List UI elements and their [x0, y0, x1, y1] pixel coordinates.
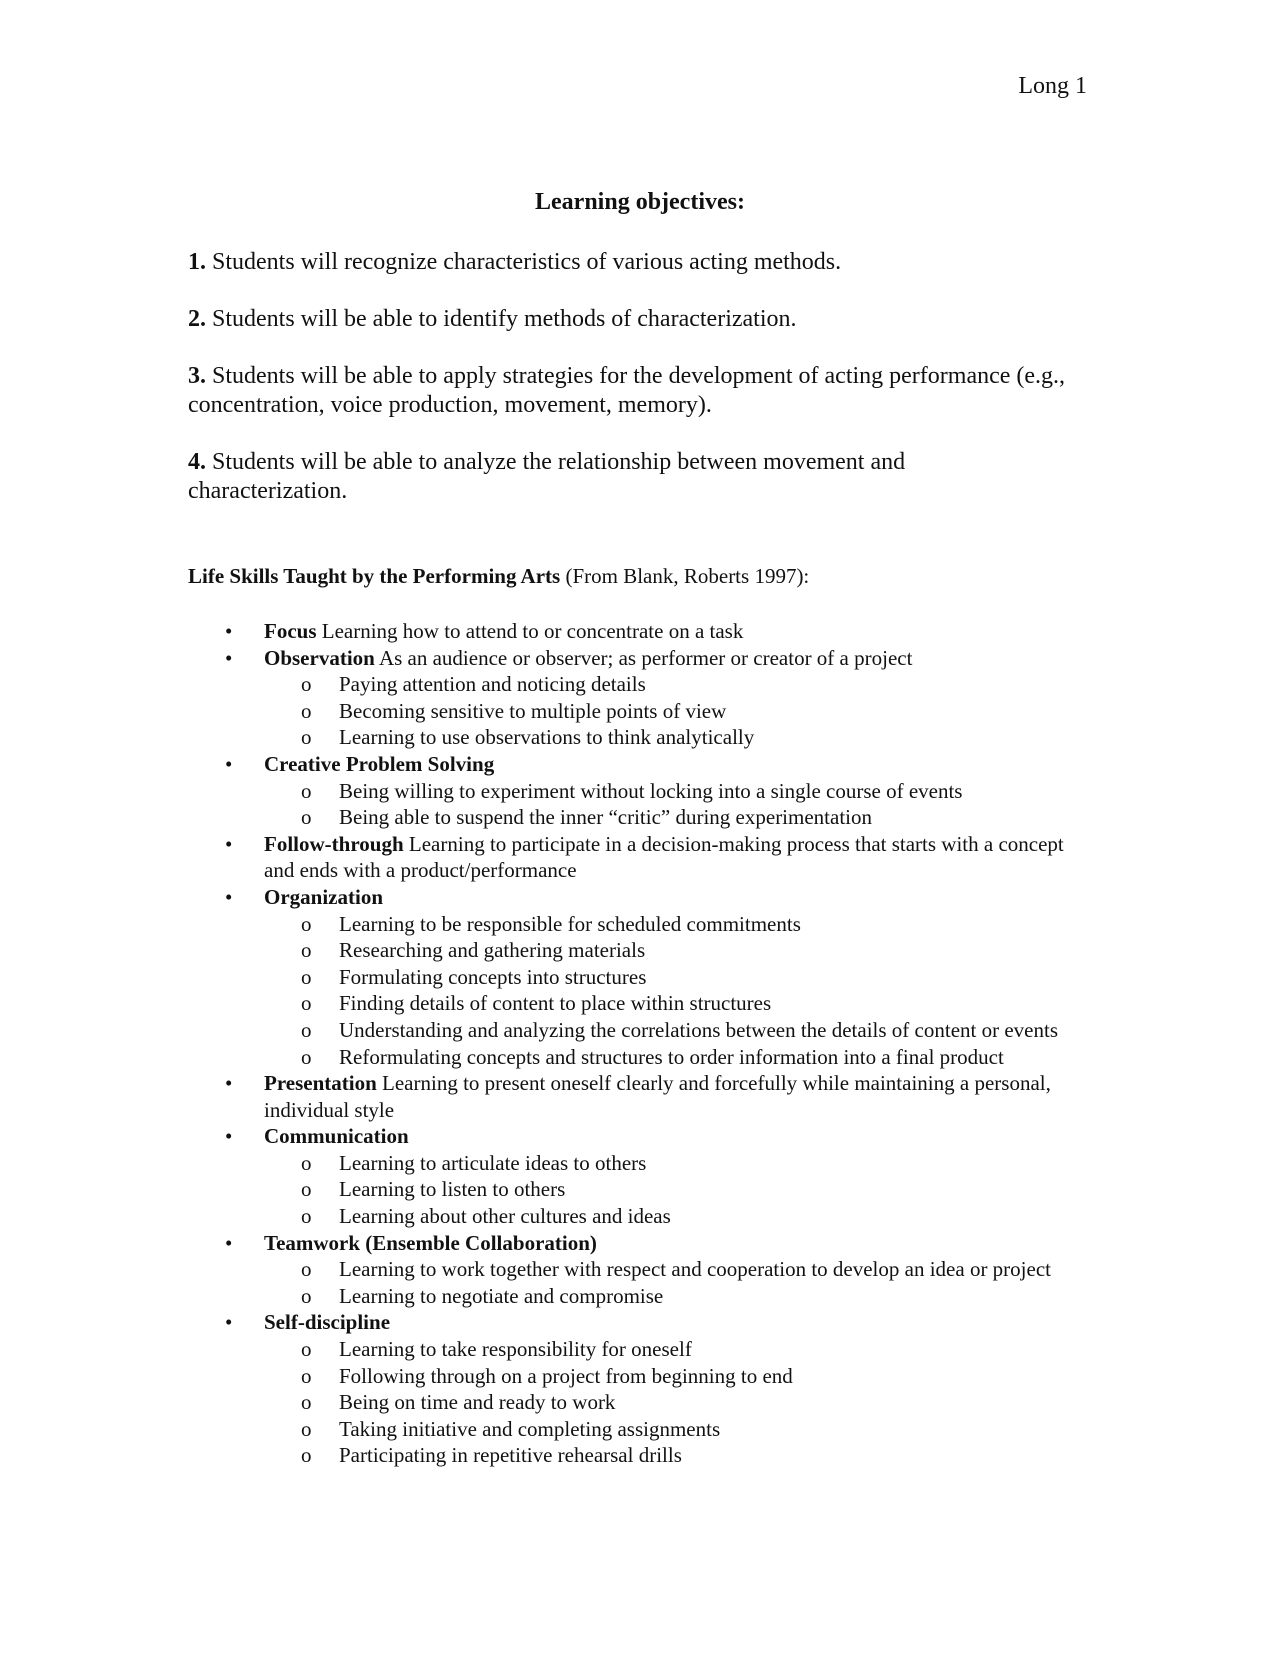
sub-item-text: Finding details of content to place within structures — [339, 991, 772, 1016]
sub-bullet-marker: o — [301, 1257, 312, 1282]
bullet-marker: • — [225, 1230, 233, 1255]
skill-item — [188, 831, 1088, 884]
sub-item — [264, 964, 1088, 991]
sub-bullet-marker: o — [301, 1337, 312, 1362]
skill-item — [188, 1070, 1088, 1123]
sub-item-text: Learning to work together with respect and cooperation to develop an idea or project — [339, 1257, 1051, 1282]
sub-bullet-marker: o — [301, 1283, 312, 1308]
sub-bullet-marker: o — [301, 938, 312, 963]
skill-title: Focus — [264, 619, 317, 643]
objective-text: Students will be able to identify methods of characterization. — [212, 306, 797, 332]
skill-item — [188, 751, 1088, 831]
skill-title: Self-discipline — [264, 1310, 391, 1335]
skill-title: Organization — [264, 884, 383, 909]
page-header: Long 1 — [1018, 73, 1087, 99]
sub-item — [264, 1363, 1088, 1390]
sub-item-text: Learning to use observations to think analytically — [339, 725, 755, 750]
sub-item-text: Formulating concepts into structures — [339, 964, 647, 989]
sub-item-text: Being on time and ready to work — [339, 1390, 616, 1415]
skill-title: Teamwork (Ensemble Collaboration) — [264, 1230, 597, 1255]
sub-item-text: Learning to be responsible for scheduled commitments — [339, 911, 801, 936]
sub-bullet-marker: o — [301, 805, 312, 830]
bullet-marker: • — [225, 751, 233, 776]
sub-item-text: Learning to take responsibility for oneself — [339, 1337, 692, 1362]
sub-item — [264, 1256, 1088, 1283]
skill-item — [188, 1123, 1088, 1229]
sub-item-text: Learning to listen to others — [339, 1177, 566, 1202]
sub-item-text: Following through on a project from beginning to end — [339, 1363, 793, 1388]
sub-item-text: Learning about other cultures and ideas — [339, 1204, 671, 1229]
sub-list — [264, 911, 1088, 1071]
skill-description: As an audience or observer; as performer or creator of a project — [378, 645, 913, 670]
skill-title: Creative Problem Solving — [264, 751, 495, 776]
sub-item-text: Participating in repetitive rehearsal drills — [339, 1443, 682, 1468]
sub-bullet-marker: o — [301, 1416, 312, 1441]
bullet-marker: • — [225, 645, 233, 670]
sub-bullet-marker: o — [301, 672, 312, 697]
sub-item — [264, 1416, 1088, 1443]
bullet-marker: • — [225, 884, 233, 909]
sub-bullet-marker: o — [301, 1044, 312, 1069]
sub-item — [264, 1150, 1088, 1177]
objective-item — [188, 448, 1068, 506]
bullet-marker: • — [225, 619, 233, 643]
sub-item-text: Learning to articulate ideas to others — [339, 1150, 647, 1175]
skill-title: Communication — [264, 1124, 409, 1149]
sub-item — [264, 804, 1088, 831]
sub-item-text: Understanding and analyzing the correlations between the details of content or events — [339, 1017, 1059, 1042]
skill-title: Follow-through — [264, 831, 404, 856]
sub-bullet-marker: o — [301, 1363, 312, 1388]
sub-bullet-marker: o — [301, 725, 312, 750]
sub-item — [264, 990, 1088, 1017]
bullet-marker: • — [225, 1071, 233, 1096]
sub-item — [264, 937, 1088, 964]
sub-item-text: Being willing to experiment without locking into a single course of events — [339, 778, 963, 803]
sub-bullet-marker: o — [301, 1150, 312, 1175]
objectives-heading: Learning objectives: — [535, 189, 745, 215]
skill-description: Learning to participate in a decision-making process that starts with a concept and ends with a product/performance — [264, 831, 1064, 883]
skill-item — [188, 1309, 1088, 1469]
objective-item — [188, 248, 1068, 277]
skills-list — [188, 618, 1088, 1469]
sub-bullet-marker: o — [301, 698, 312, 723]
sub-item-text: Learning to negotiate and compromise — [339, 1283, 664, 1308]
bullet-marker: • — [225, 831, 233, 856]
skills-heading-source: (From Blank, Roberts 1997): — [565, 564, 810, 588]
objective-item — [188, 305, 1068, 334]
sub-item-text: Being able to suspend the inner “critic” during experimentation — [339, 805, 872, 830]
skill-title: Presentation — [264, 1071, 377, 1096]
skill-description: Learning to present oneself clearly and forcefully while maintaining a personal, individual style — [264, 1071, 1051, 1122]
sub-bullet-marker: o — [301, 1177, 312, 1202]
objective-number: 2. — [188, 306, 206, 332]
sub-item — [264, 1176, 1088, 1203]
sub-bullet-marker: o — [301, 911, 312, 936]
sub-item-text: Taking initiative and completing assignments — [339, 1416, 721, 1441]
objective-text: Students will be able to analyze the relationship between movement and characterization. — [188, 449, 906, 504]
sub-item — [264, 1017, 1088, 1044]
sub-item — [264, 1336, 1088, 1363]
sub-item — [264, 1442, 1088, 1469]
sub-list — [264, 671, 1088, 751]
sub-bullet-marker: o — [301, 991, 312, 1016]
sub-item-text: Becoming sensitive to multiple points of view — [339, 698, 727, 723]
sub-item — [264, 671, 1088, 698]
sub-item — [264, 698, 1088, 725]
skill-item — [188, 1230, 1088, 1310]
skill-description: Learning how to attend to or concentrate on a task — [321, 619, 744, 643]
sub-bullet-marker: o — [301, 1390, 312, 1415]
sub-bullet-marker: o — [301, 778, 312, 803]
sub-list — [264, 778, 1088, 831]
skill-item — [188, 645, 1088, 751]
objective-text: Students will recognize characteristics of various acting methods. — [212, 249, 842, 275]
skill-title: Observation — [264, 645, 375, 670]
bullet-marker: • — [225, 1124, 233, 1149]
objective-number: 4. — [188, 449, 206, 475]
skill-item — [188, 618, 1088, 645]
sub-item-text: Researching and gathering materials — [339, 938, 646, 963]
sub-item — [264, 1283, 1088, 1310]
objectives-list — [188, 248, 1068, 534]
sub-item — [264, 911, 1088, 938]
sub-list — [264, 1336, 1088, 1469]
sub-bullet-marker: o — [301, 1017, 312, 1042]
sub-item — [264, 1389, 1088, 1416]
sub-list — [264, 1256, 1088, 1309]
bullet-marker: • — [225, 1310, 233, 1335]
sub-list — [264, 1150, 1088, 1230]
sub-item — [264, 1203, 1088, 1230]
objective-text: Students will be able to apply strategies for the development of acting performance (e.g., concentration, voice production, movement, memory). — [188, 363, 1066, 418]
sub-item — [264, 724, 1088, 751]
sub-item-text: Reformulating concepts and structures to order information into a final product — [339, 1044, 1004, 1069]
sub-bullet-marker: o — [301, 964, 312, 989]
objective-number: 1. — [188, 249, 206, 275]
skills-heading — [188, 566, 809, 587]
sub-bullet-marker: o — [301, 1204, 312, 1229]
skills-heading-bold: Life Skills Taught by the Performing Arts — [188, 564, 561, 588]
sub-item-text: Paying attention and noticing details — [339, 672, 646, 697]
sub-item — [264, 1044, 1088, 1071]
sub-bullet-marker: o — [301, 1443, 312, 1468]
objective-number: 3. — [188, 363, 206, 389]
objective-item — [188, 362, 1068, 420]
skill-item — [188, 884, 1088, 1070]
sub-item — [264, 778, 1088, 805]
